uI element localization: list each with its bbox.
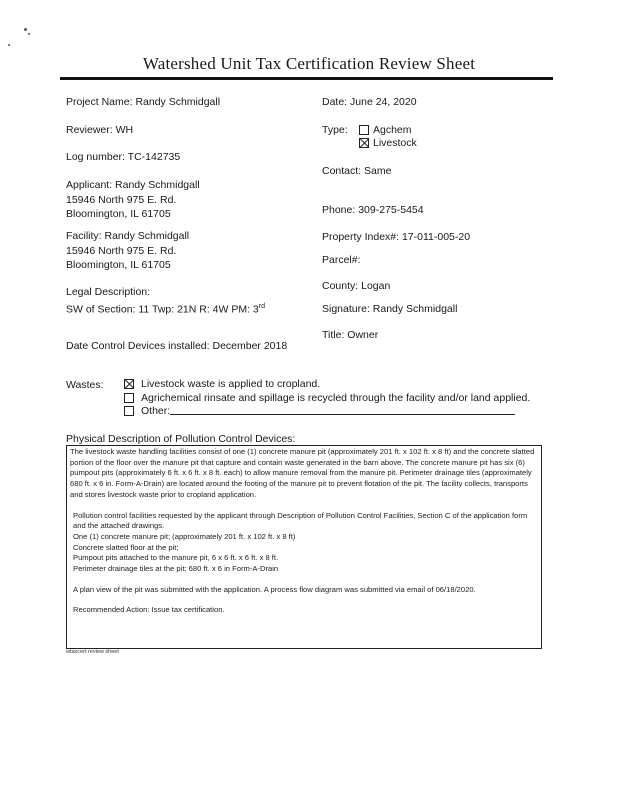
applicant-block (66, 178, 200, 222)
waste-3-label: Other: (141, 405, 171, 417)
page-title: Watershed Unit Tax Certification Review Sheet (142, 54, 476, 73)
legal-label: Legal Description: (66, 286, 151, 298)
waste-3-checkbox[interactable] (124, 406, 134, 416)
description-paragraph: A plan view of the pit was submitted with the application. A process flow diagram was submitted via email of 06/18/2020. (73, 584, 476, 594)
items-list (70, 532, 535, 575)
contact: Contact: Same (322, 165, 392, 177)
description-paragraph: Pollution control facilities requested by the applicant through Description of Pollution Control Facilities, Section C of the application form and the attached drawings. (73, 510, 528, 531)
type-livestock (359, 136, 417, 151)
waste-2-checkbox[interactable] (124, 393, 134, 403)
phone: Phone: 309-275-5454 (322, 204, 424, 216)
applicant-line: 15946 North 975 E. Rd. (66, 193, 177, 206)
log-number: Log number: TC-142735 (66, 151, 181, 163)
livestock-label: Livestock (373, 137, 417, 149)
other-underline (170, 404, 515, 415)
waste-option-3 (124, 404, 515, 419)
legal-description (66, 285, 265, 317)
physical-heading: Physical Description of Pollution Control Devices: (66, 433, 296, 445)
legal-value: SW of Section: 11 Twp: 21N R: 4W PM: 3 (66, 303, 259, 315)
facility-block (66, 229, 189, 273)
wastes-label: Wastes: (66, 379, 104, 391)
description-paragraph: The livestock waste handling facilities consist of one (1) concrete manure pit (approximately 201 ft. x 102 ft. x 8 ft) and the concrete slatted portion of the floor over the manure pit that capture and contain waste generated in the barn above. The concrete manure pit has six (6) pumpout pits (approximately 6 ft. x 6 ft. x 8 ft. each) to allow manure removal from the manure pit. Perimeter drainage tiles (approximately 680 ft. x 6 in. Form-A-Drain) are located around the footing of the manure pit to prevent flotation of the pit. The facility collects, transports and stores livestock waste prior to cropland application. (70, 447, 535, 499)
title-rule (60, 77, 553, 80)
legal-value-line (66, 300, 265, 317)
project-name: Project Name: Randy Schmidgall (66, 96, 221, 108)
physical-description (67, 446, 541, 616)
scan-speck (28, 33, 30, 35)
list-item: One (1) concrete manure pit; (approximately 201 ft. x 102 ft. x 8 ft) (73, 531, 296, 541)
scan-speck (24, 28, 27, 31)
signature: Signature: Randy Schmidgall (322, 303, 458, 315)
legal-sup: rd (258, 302, 266, 310)
agchem-checkbox[interactable] (359, 125, 369, 135)
facility-line: 15946 North 975 E. Rd. (66, 244, 177, 257)
waste-1-label: Livestock waste is applied to cropland. (141, 378, 321, 390)
county: County: Logan (322, 280, 391, 292)
review-date: Date: June 24, 2020 (322, 96, 417, 108)
waste-2-label: Agrichemical rinsate and spillage is recycled through the facility and/or land applied. (141, 392, 531, 404)
agchem-label: Agchem (373, 124, 412, 136)
list-item: Pumpout pits attached to the manure pit, 6 x 6 ft. x 6 ft. x 8 ft. (73, 553, 279, 563)
title-field: Title: Owner (322, 329, 379, 341)
date-installed: Date Control Devices installed: December 2018 (66, 340, 288, 352)
property-index: Property Index#: 17-011-005-20 (322, 231, 471, 243)
applicant-line: Bloomington, IL 61705 (66, 208, 171, 220)
livestock-checkbox[interactable] (359, 138, 369, 148)
applicant-line: Applicant: Randy Schmidgall (66, 179, 200, 191)
reviewer: Reviewer: WH (66, 124, 134, 136)
waste-option-1 (124, 377, 320, 392)
list-item: Concrete slatted floor at the pit; (73, 542, 179, 552)
list-item: Perimeter drainage tiles at the pit; 680 ft. x 6 in Form-A-Drain (73, 564, 279, 574)
footer-label: wtaxcert review sheet (66, 649, 119, 655)
facility-line: Facility: Randy Schmidgall (66, 230, 190, 242)
parcel: Parcel#: (322, 254, 361, 266)
facility-line: Bloomington, IL 61705 (66, 259, 171, 271)
type-label: Type: (322, 124, 348, 136)
recommended-action: Recommended Action: Issue tax certification. (73, 605, 225, 615)
waste-1-checkbox[interactable] (124, 379, 134, 389)
physical-description-box (66, 445, 542, 649)
scan-speck (8, 44, 10, 46)
